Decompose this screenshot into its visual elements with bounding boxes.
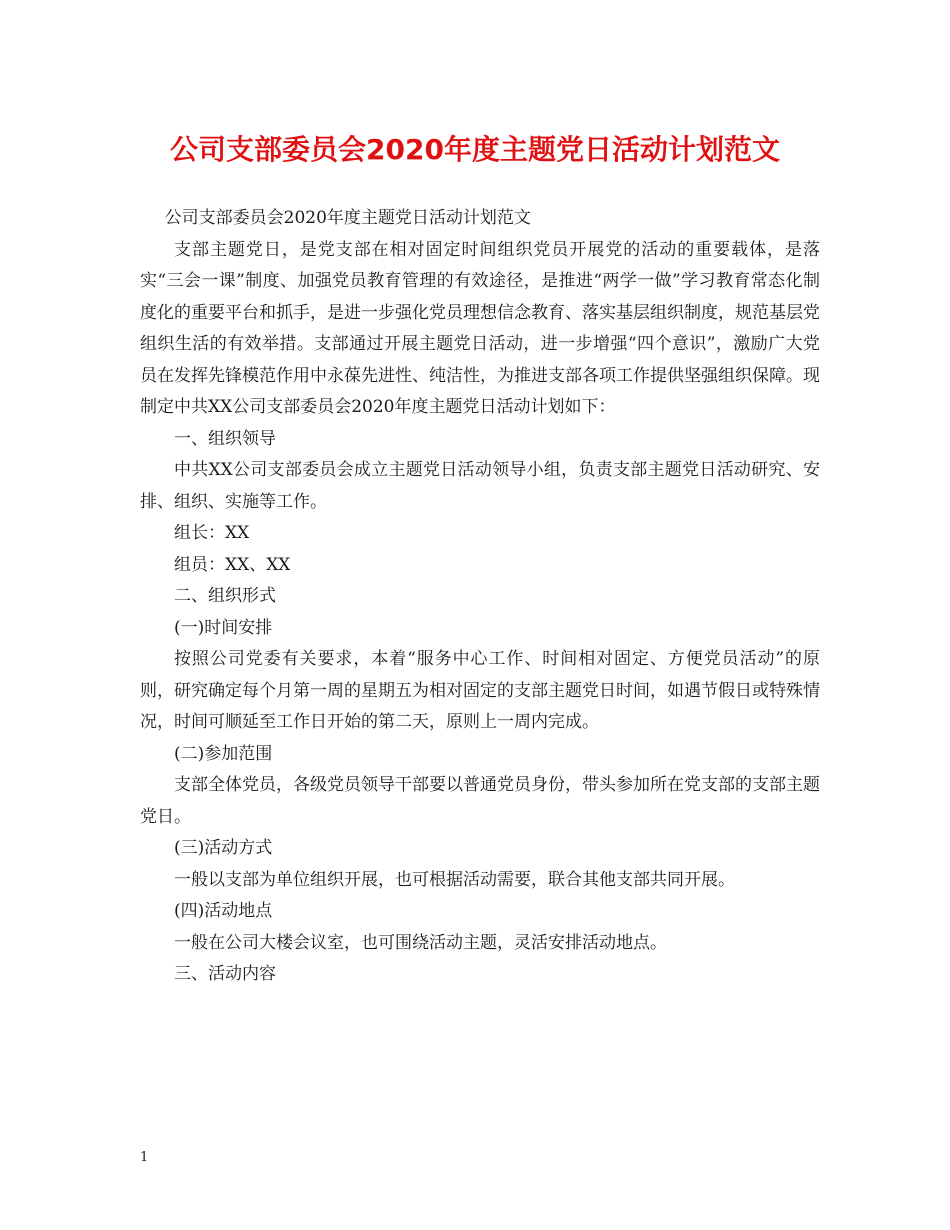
subheading-participation-scope: (二)参加范围 [174,743,273,764]
page-number: 1 [140,1150,149,1165]
paragraph-group-members: 组员：XX、XX [174,554,291,575]
heading-organization-leadership: 一、组织领导 [174,428,276,449]
paragraph-participation-scope: 支部全体党员，各级党员领导干部要以普通党员身份，带头参加所在党支部的支部主题党日。 [140,775,820,827]
document-subtitle: 公司支部委员会2020年度主题党日活动计划范文 [164,208,531,228]
document-body [140,203,820,991]
paragraph-time-arrangement: 按照公司党委有关要求，本着“服务中心工作、时间相对固定、方便党员活动”的原则，研究确定每个月第一周的星期五为相对固定的支部主题党日时间，如遇节假日或特殊情况，时间可顺延至工作日开始的第二天，原则上一周内完成。 [140,649,820,732]
paragraph-activity-location: 一般在公司大楼会议室，也可围绕活动主题，灵活安排活动地点。 [174,932,667,953]
document-title: 公司支部委员会2020年度主题党日活动计划范文 [170,133,780,166]
subheading-activity-location: (四)活动地点 [174,901,273,921]
paragraph-intro: 支部主题党日，是党支部在相对固定时间组织党员开展党的活动的重要载体，是落实“三会一课”制度、加强党员教育管理的有效途径，是推进“两学一做”学习教育常态化制度化的重要平台和抓手，是进一步强化党员理想信念教育、落实基层组织制度，规范基层党组织生活的有效举措。支部通过开展主题党日活动，进一步增强“四个意识”，激励广大党员在发挥先锋模范作用中永葆先进性、纯洁性，为推进支部各项工作提供坚强组织保障。现制定中共XX公司支部委员会2020年度主题党日活动计划如下： [140,239,820,417]
paragraph-activity-method: 一般以支部为单位组织开展，也可根据活动需要，联合其他支部共同开展。 [174,869,735,890]
heading-organization-form: 二、组织形式 [174,586,276,606]
subheading-time-arrangement: (一)时间安排 [174,617,273,638]
paragraph-group-leader: 组长：XX [174,523,250,543]
paragraph-leadership-group: 中共XX公司支部委员会成立主题党日活动领导小组，负责支部主题党日活动研究、安排、组织、实施等工作。 [140,460,820,512]
heading-activity-content: 三、活动内容 [174,964,276,984]
subheading-activity-method: (三)活动方式 [174,838,273,858]
